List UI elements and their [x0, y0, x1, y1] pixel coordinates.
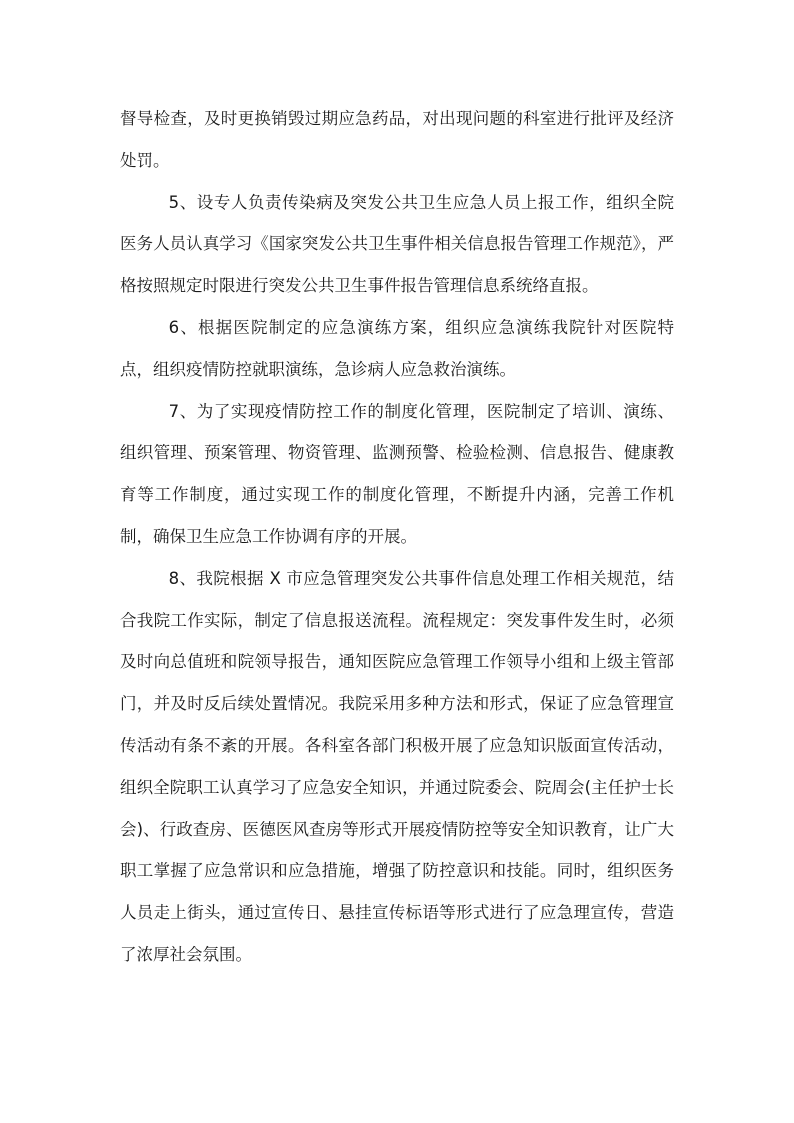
paragraph-item-8: 8、我院根据 X 市应急管理突发公共事件信息处理工作相关规范，结合我院工作实际，制定了信息报送流程。流程规定：突发事件发生时，必须及时向总值班和院领导报告，通知医院应急管理工作领导小组和上级主管部门，并及时反后续处置情况。我院采用多种方法和形式，保证了应急管理宣传活动有条不紊的开展。各科室各部门积极开展了应急知识版面宣传活动，组织全院职工认真学习了应急安全知识，并通过院委会、院周会(主任护士长会)、行政查房、医德医风查房等形式开展疫情防控等安全知识教育，让广大职工掌握了应急常识和应急措施，增强了防控意识和技能。同时，组织医务人员走上街头，通过宣传日、悬挂宣传标语等形式进行了应急理宣传，营造了浓厚社会氛围。 — [120, 568, 674, 964]
document-page — [120, 98, 674, 976]
paragraph-item-7: 7、为了实现疫情防控工作的制度化管理，医院制定了培训、演练、组织管理、预案管理、物资管理、监测预警、检验检测、信息报告、健康教育等工作制度，通过实现工作的制度化管理，不断提升内涵，完善工作机制，确保卫生应急工作协调有序的开展。 — [120, 401, 674, 546]
paragraph-continuation: 督导检查，及时更换销毁过期应急药品，对出现问题的科室进行批评及经济处罚。 — [120, 109, 674, 170]
paragraph-item-5: 5、设专人负责传染病及突发公共卫生应急人员上报工作，组织全院医务人员认真学习《国家突发公共卫生事件相关信息报告管理工作规范》，严格按照规定时限进行突发公共卫生事件报告管理信息系统络直报。 — [120, 192, 674, 296]
paragraph-item-6: 6、根据医院制定的应急演练方案，组织应急演练我院针对医院特点，组织疫情防控就职演练，急诊病人应急救治演练。 — [120, 317, 674, 379]
